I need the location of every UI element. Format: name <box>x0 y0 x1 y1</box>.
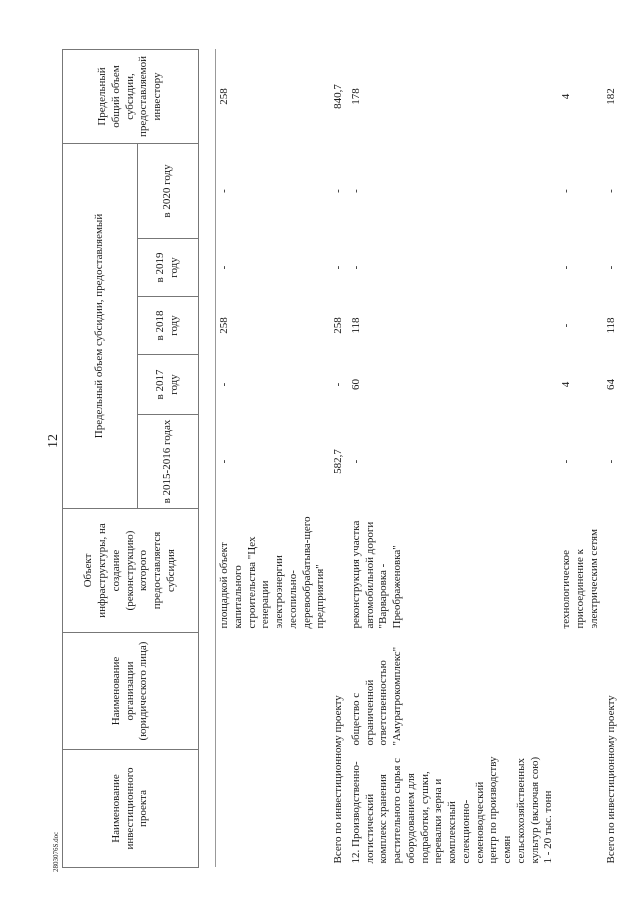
cell-2019: - <box>216 239 331 297</box>
cell-total: 840,7 <box>332 84 344 109</box>
cell-object: площадкой объект капитального строительства "Цех генерации электроэнергии лесопильно-деревообрабатыва-щего предприятия" <box>216 509 331 633</box>
cell-object: технологическое присоединение к электрическим сетям <box>560 528 600 629</box>
cell-total: 258 <box>216 50 331 144</box>
cell-2018: - <box>560 323 572 328</box>
header-2020: в 2020 году <box>138 144 199 239</box>
cell-2020: - <box>216 144 331 239</box>
cell-2020: - <box>605 189 618 193</box>
cell-2015-2016: - <box>605 459 618 464</box>
header-object: Объект инфраструктуры, на создание (реконструкцию) которого предоставляется субсидия <box>63 509 199 633</box>
table-row <box>216 50 331 868</box>
cell-org <box>558 633 603 750</box>
header-project-name: Наименование инвестиционного проекта <box>63 750 199 868</box>
cell-org: общество с ограниченной ответственностью "Амуратрокомплекс" <box>349 646 403 746</box>
cell-project: Всего по инвестиционному проекту <box>605 695 618 864</box>
cell-2018: 118 <box>349 317 362 334</box>
cell-2018: 118 <box>605 317 618 334</box>
table-row <box>558 50 603 868</box>
table-row <box>348 50 558 868</box>
header-total: Предельный общий объем субсидии, предоставляемой инвестору <box>63 50 199 144</box>
cell-2017: - <box>332 382 344 387</box>
header-2015-2016: в 2015-2016 годах <box>138 415 199 509</box>
header-2019: в 2019 году <box>138 239 199 297</box>
cell-2015-2016: - <box>216 415 331 509</box>
cell-2019: - <box>332 265 344 270</box>
cell-2017: 64 <box>605 379 618 390</box>
page-number: 12 <box>46 434 61 448</box>
cell-total: 178 <box>349 88 362 105</box>
cell-2019: - <box>605 265 618 270</box>
cell-2018: 258 <box>216 297 331 355</box>
cell-2020: - <box>349 189 362 193</box>
header-subsidy-group: Предельный объем субсидии, предоставляемый <box>63 144 138 509</box>
header-2018: в 2018 году <box>138 297 199 355</box>
header-2017: в 2017 году <box>138 355 199 415</box>
cell-2020: - <box>560 189 572 193</box>
table-row <box>330 50 348 868</box>
cell-project: 12. Производственно-логистический комплекс хранения растительного сырья с оборудованием для подработки, сушки, перевалки зерна и комплексный селекционно-семеноводческий центр по производству семян сельскохозяйственных культур (включая сою) 1 - 20 тыс. тонн <box>349 756 555 864</box>
cell-2017: - <box>216 355 331 415</box>
cell-total: 4 <box>560 93 572 100</box>
header-org-name: Наименование организации (юридического лица) <box>63 633 199 750</box>
cell-2019: - <box>349 265 362 270</box>
document-sheet <box>62 50 618 868</box>
footer-doc-code: 2803076S.doc <box>52 831 60 872</box>
cell-2018: 258 <box>332 317 344 334</box>
cell-project: Всего по инвестиционному проекту <box>332 695 344 864</box>
rotated-table-container <box>62 50 618 868</box>
cell-2017: 60 <box>349 379 362 390</box>
cell-2020: - <box>332 189 344 193</box>
table-row <box>603 50 621 868</box>
cell-2019: - <box>560 265 572 270</box>
cell-object: реконструкция участка автомобильной дороги "Варваровка - Преображеновка" <box>349 520 403 629</box>
cell-org <box>216 633 331 750</box>
cell-project <box>558 750 603 868</box>
cell-total: 182 <box>605 88 618 105</box>
cell-project <box>216 750 331 868</box>
cell-2017: 4 <box>560 381 572 388</box>
subsidy-table <box>62 49 621 868</box>
cell-2015-2016: - <box>349 459 362 464</box>
cell-2015-2016: 582,7 <box>332 449 344 474</box>
cell-2015-2016: - <box>560 459 572 464</box>
